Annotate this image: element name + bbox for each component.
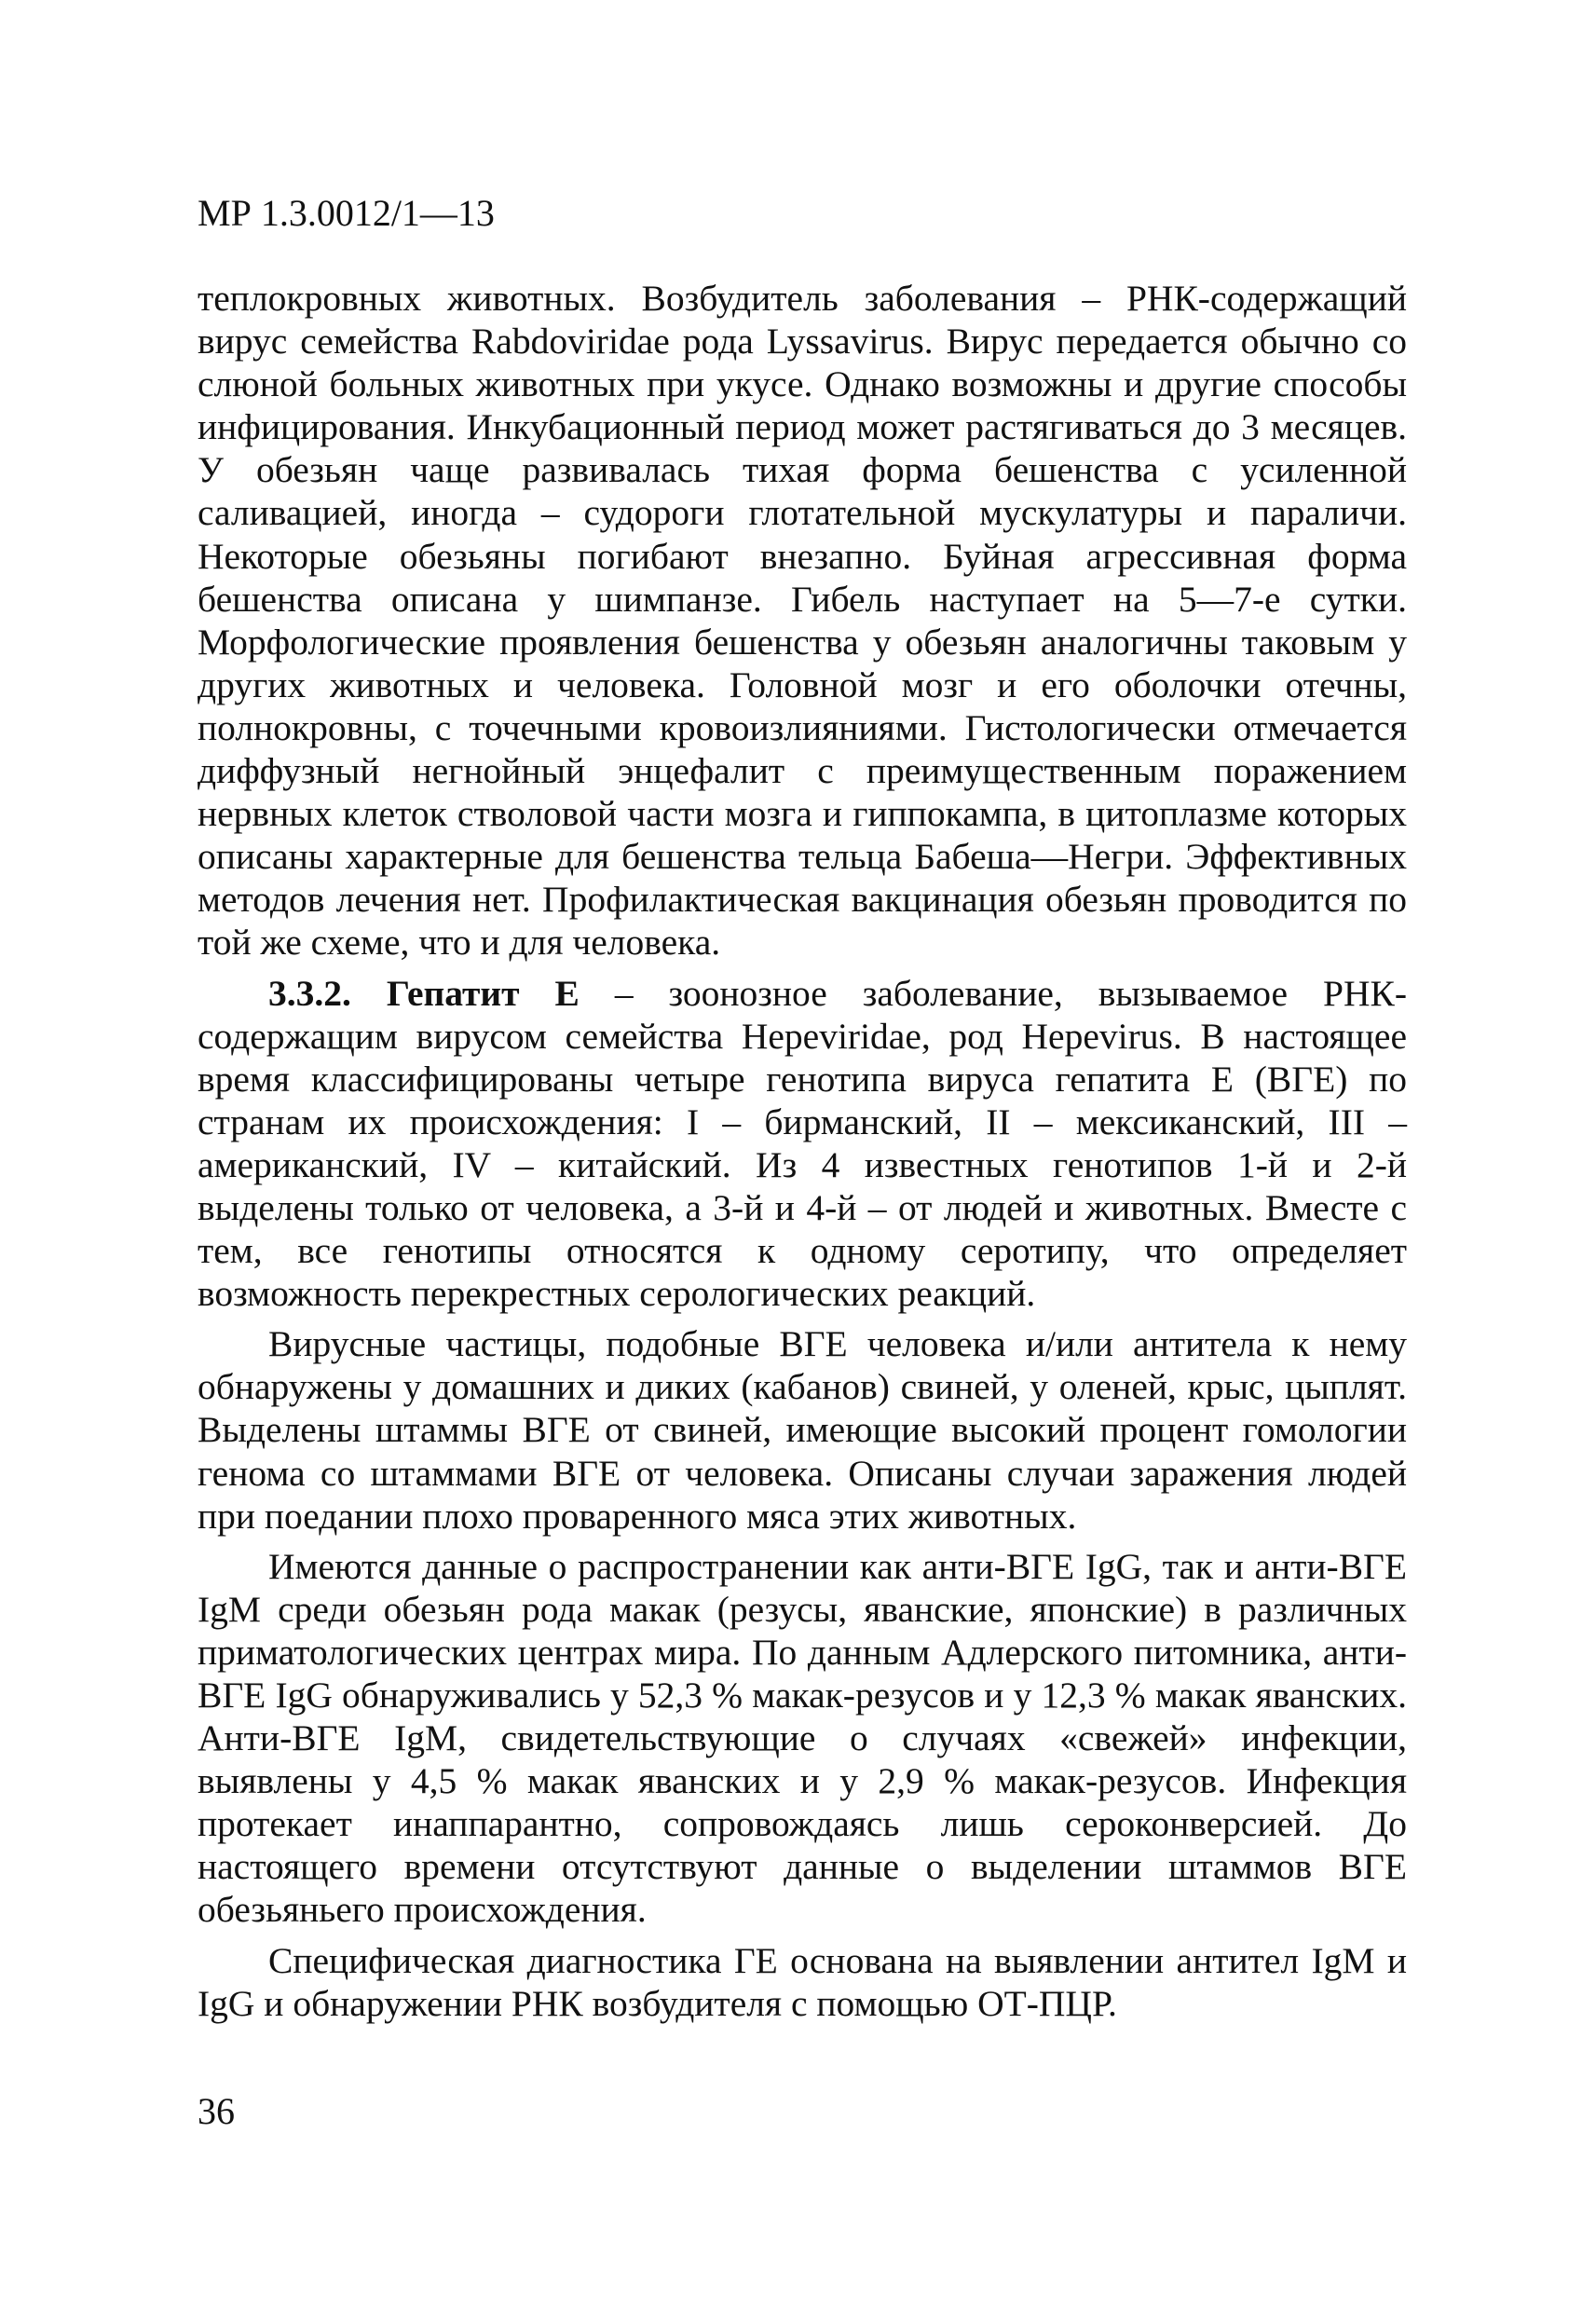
section-text: – зоонозное заболевание, вызываемое РНК-содержащим вирусом семейства Hepeviridae, род Hepevirus. В настоящее время классифицированы четыре генотипа вируса гепатита Е (ВГЕ) по странам их происхождения: I – бирманский, II – мексиканский, III – американский, IV – китайский. Из 4 известных генотипов 1-й и 2-й выделены только от человека, а 3-й и 4-й – от людей и животных. Вместе с тем, все генотипы относятся к одному серотипу, что определяет возможность перекрестных серологических реакций. bbox=[198, 972, 1407, 1315]
page-body bbox=[198, 277, 1407, 2025]
document-code: МР 1.3.0012/1—13 bbox=[198, 192, 495, 234]
paragraph-virus-particles: Вирусные частицы, подобные ВГЕ человека и/или антитела к нему обнаружены у домашних и диких (кабанов) свиней, у оленей, крыс, цыплят. Выделены штаммы ВГЕ от свиней, имеющие высокий процент гомологии генома со штаммами ВГЕ от человека. Описаны случаи заражения людей при поедании плохо проваренного мяса этих животных. bbox=[198, 1323, 1407, 1537]
paragraph-antibody-prevalence: Имеются данные о распространении как анти-ВГЕ IgG, так и анти-ВГЕ IgM среди обезьян рода макак (резусы, яванские, японские) в различных приматологических центрах мира. По данным Адлерского питомника, анти-ВГЕ IgG обнаруживались у 52,3 % макак-резусов и у 12,3 % макак яванских. Анти-ВГЕ IgM, свидетельствующие о случаях «свежей» инфекции, выявлены у 4,5 % макак яванских и у 2,9 % макак-резусов. Инфекция протекает инаппарантно, сопровождаясь лишь сероконверсией. До настоящего времени отсутствуют данные о выделении штаммов ВГЕ обезьяньего происхождения. bbox=[198, 1545, 1407, 1931]
section-number: 3.3.2. bbox=[268, 972, 351, 1014]
page-number: 36 bbox=[198, 2090, 235, 2132]
paragraph-diagnostics: Специфическая диагностика ГЕ основана на выявлении антител IgM и IgG и обнаружении РНК возбудителя с помощью ОТ-ПЦР. bbox=[198, 1939, 1407, 2024]
section-title: Гепатит Е bbox=[386, 972, 580, 1014]
paragraph-rabies-continued: теплокровных животных. Возбудитель заболевания – РНК-содержащий вирус семейства Rabdoviridae рода Lyssavirus. Вирус передается обычно со слюной больных животных при укусе. Однако возможны и другие способы инфицирования. Инкубационный период может растягиваться до 3 месяцев. У обезьян чаще развивалась тихая форма бешенства с усиленной саливацией, иногда – судороги глотательной мускулатуры и параличи. Некоторые обезьяны погибают внезапно. Буйная агрессивная форма бешенства описана у шимпанзе. Гибель наступает на 5—7-е сутки. Морфологические проявления бешенства у обезьян аналогичны таковым у других животных и человека. Головной мозг и его оболочки отечны, полнокровны, с точечными кровоизлияниями. Гистологически отмечается диффузный негнойный энцефалит с преимущественным поражением нервных клеток стволовой части мозга и гиппокампа, в цитоплазме которых описаны характерные для бешенства тельца Бабеша—Негри. Эффективных методов лечения нет. Профилактическая вакцинация обезьян проводится по той же схеме, что и для человека. bbox=[198, 278, 1407, 964]
paragraph-hepatitis-e-section bbox=[198, 972, 1407, 1316]
